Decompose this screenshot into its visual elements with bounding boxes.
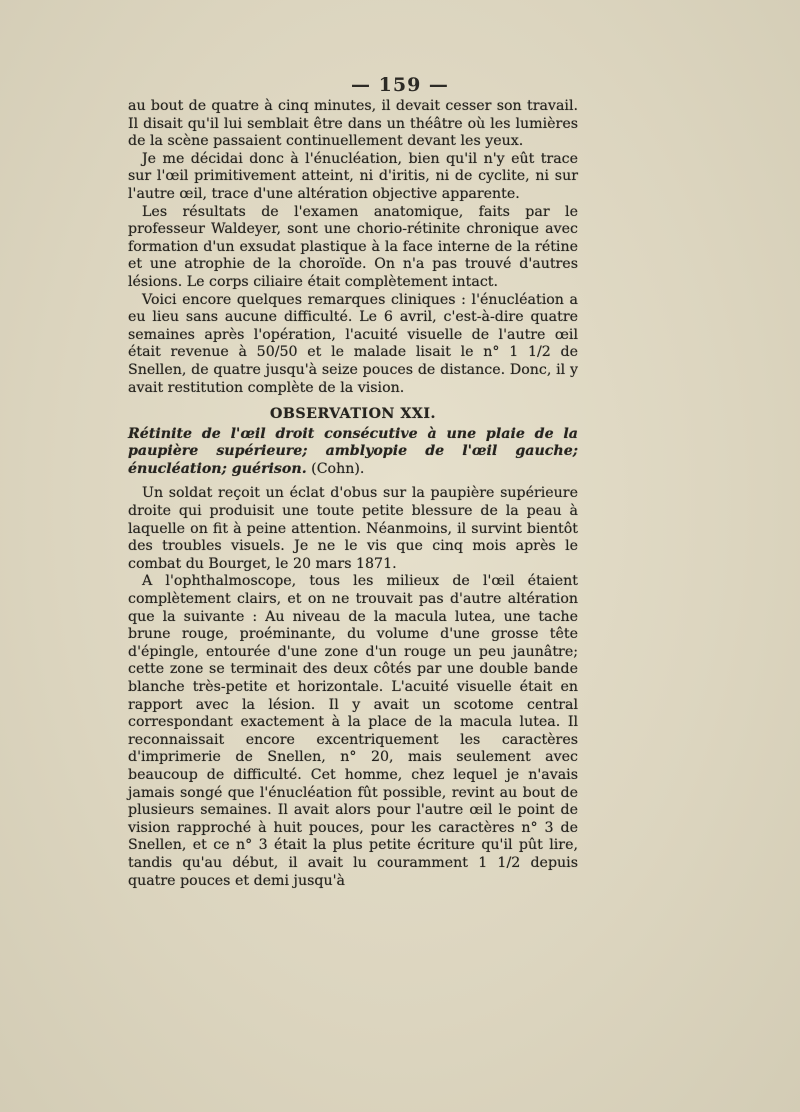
- page-number: — 159 —: [351, 74, 449, 96]
- case-title: Rétinite de l'œil droit consécutive à une plaie de la paupière supérieure; amblyopie de l'œil gauche; énucléation; guérison.: [128, 425, 578, 477]
- case-author: (Cohn).: [311, 460, 365, 477]
- observation-heading: OBSERVATION XXI.: [270, 406, 436, 423]
- case-title-paragraph: [128, 426, 578, 479]
- paragraph-3: Les résultats de l'examen anatomique, faits par le professeur Waldeyer, sont une chorio-rétinite chronique avec formation d'un exsudat plastique à la face interne de la rétine et une atrophie de la choroïde. On n'a pas trouvé d'autres lésions. Le corps ciliaire était complètement intact.: [128, 203, 578, 290]
- paragraph-5: Un soldat reçoit un éclat d'obus sur la paupière supérieure droite qui produisit une toute petite blessure de la peau à laquelle on fit à peine attention. Néanmoins, il survint bientôt des troubles visuels. Je ne le vis que cinq mois après le combat du Bourget, le 20 mars 1871.: [128, 485, 578, 572]
- paragraph-6: A l'ophthalmoscope, tous les milieux de l'œil étaient complètement clairs, et on ne trouvait pas d'autre altération que la suivante : Au niveau de la macula lutea, une tache brune rouge, proéminante, du volume d'une grosse tête d'épingle, entourée d'une zone d'un rouge un peu jaunâtre; cette zone se terminait des deux côtés par une double bande blanche très-petite et horizontale. L'acuité visuelle était en rapport avec la lésion. Il y avait un scotome central correspondant exactement à la place de la macula lutea. Il reconnaissait encore excentriquement les caractères d'imprimerie de Snellen, n° 20, mais seulement avec beaucoup de difficulté. Cet homme, chez lequel je n'avais jamais songé que l'énucléation fût possible, revint au bout de plusieurs semaines. Il avait alors pour l'autre œil le point de vision rapproché à huit pouces, pour les caractères n° 3 de Snellen, et ce n° 3 était la plus petite écriture qu'il pût lire, tandis qu'au début, il avait lu couramment 1 1/2 depuis quatre pouces et demi jusqu'à: [128, 573, 578, 889]
- body-text: [128, 98, 578, 890]
- spacer: [128, 397, 578, 404]
- paragraph-4: Voici encore quelques remarques cliniques : l'énucléation a eu lieu sans aucune difficulté. Le 6 avril, c'est-à-dire quatre semaines après l'opération, l'acuité visuelle de l'autre œil était revenue à 50/50 et le malade lisait le n° 1 1/2 de Snellen, de quatre jusqu'à seize pouces de distance. Donc, il y avait restitution complète de la vision.: [128, 291, 578, 396]
- paragraph-2: Je me décidai donc à l'énucléation, bien qu'il n'y eût trace sur l'œil primitivement atteint, ni d'iritis, ni de cyclite, ni sur l'autre œil, trace d'une altération objective apparente.: [128, 150, 578, 202]
- paragraph-1: au bout de quatre à cinq minutes, il devait cesser son travail. Il disait qu'il lui semblait être dans un théâtre où les lumières de la scène passaient continuellement devant les yeux.: [128, 98, 578, 150]
